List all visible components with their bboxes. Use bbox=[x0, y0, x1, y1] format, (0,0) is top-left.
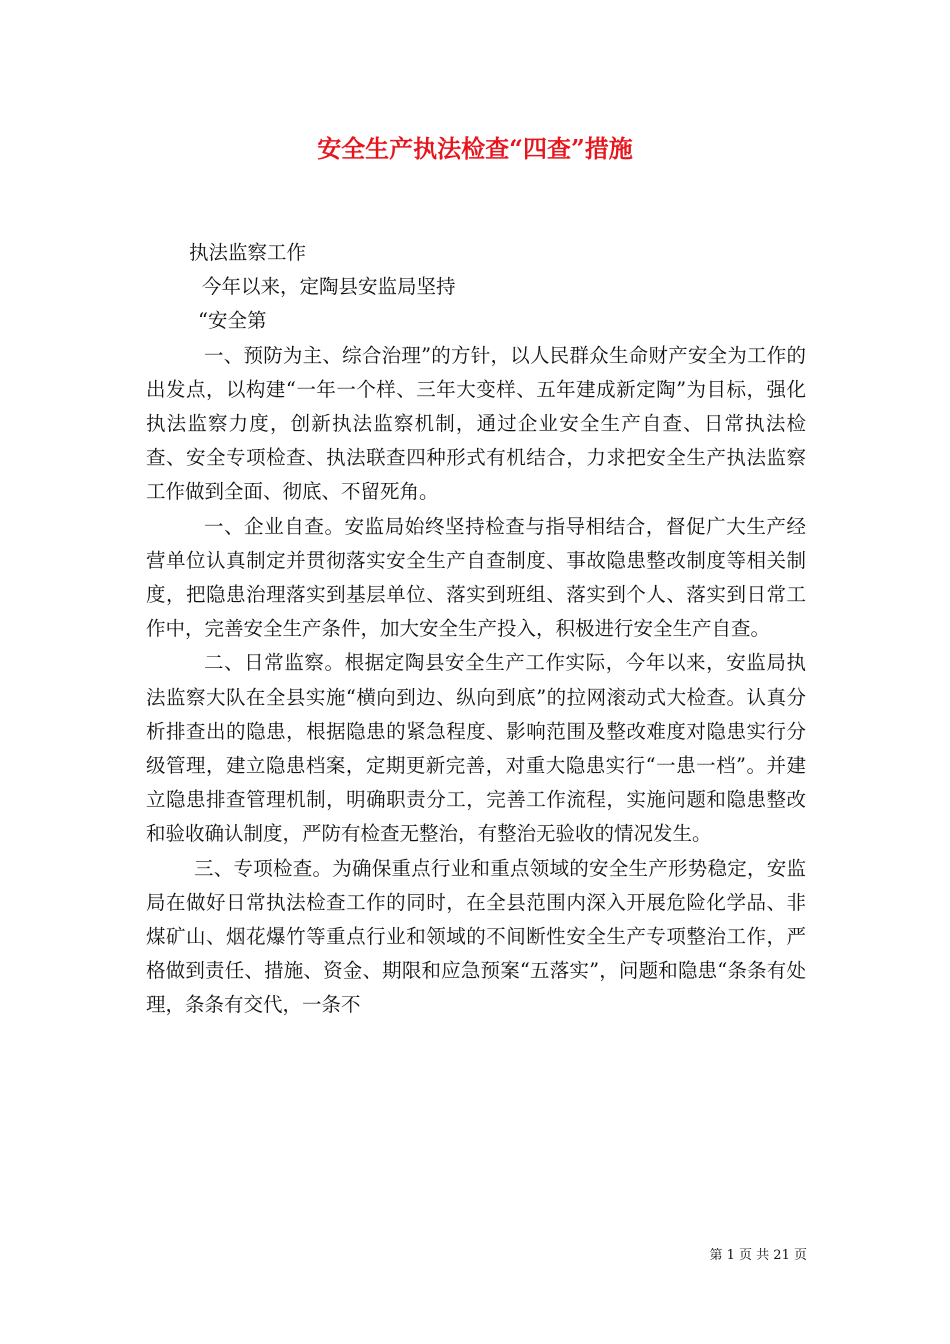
paragraph-daily-supervision: 二、日常监察。根据定陶县安全生产工作实际，今年以来，安监局执法监察大队在全县实施“横向到边、纵向到底”的拉网滚动式大检查。认真分析排查出的隐患，根据隐患的紧急程度、影响范围及整改难度对隐患实行分级管理，建立隐患档案，定期更新完善，对重大隐患实行“一患一档”。并建立隐患排查管理机制，明确职责分工，完善工作流程，实施问题和隐患整改和验收确认制度，严防有检查无整治，有整治无验收的情况发生。 bbox=[146, 651, 806, 846]
quote-line: “安全第 bbox=[198, 309, 267, 333]
intro-line: 今年以来，定陶县安监局坚持 bbox=[202, 275, 456, 299]
page-number-total: 21 bbox=[773, 1248, 790, 1263]
page-number bbox=[0, 1247, 807, 1265]
page-number-middle: 页 共 bbox=[739, 1248, 770, 1263]
page-number-suffix: 页 bbox=[793, 1248, 807, 1263]
document-body bbox=[146, 236, 806, 1023]
paragraph-self-inspection: 一、企业自查。安监局始终坚持检查与指导相结合，督促广大生产经营单位认真制定并贯彻落实安全生产自查制度、事故隐患整改制度等相关制度，把隐患治理落实到基层单位、落实到班组、落实到个人、落实到日常工作中，完善安全生产条件，加大安全生产投入，积极进行安全生产自查。 bbox=[146, 514, 806, 641]
paragraph-policy: 一、预防为主、综合治理”的方针，以人民群众生命财产安全为工作的出发点，以构建“一年一个样、三年大变样、五年建成新定陶”为目标，强化执法监察力度，创新执法监察机制，通过企业安全生产自查、日常执法检查、安全专项检查、执法联查四种形式有机结合，力求把安全生产执法监察工作做到全面、彻底、不留死角。 bbox=[146, 343, 806, 504]
page-number-current: 1 bbox=[726, 1248, 735, 1263]
page-title: 安全生产执法检查“四查”措施 bbox=[317, 134, 633, 163]
page-number-prefix: 第 bbox=[709, 1248, 723, 1263]
section-heading: 执法监察工作 bbox=[189, 241, 307, 264]
paragraph-special-inspection: 三、专项检查。为确保重点行业和重点领域的安全生产形势稳定，安监局在做好日常执法检查工作的同时，在全县范围内深入开展危险化学品、非煤矿山、烟花爆竹等重点行业和领域的不间断性安全生产专项整治工作，严格做到责任、措施、资金、期限和应急预案“五落实”，问题和隐患“条条有处理，条条有交代，一条不 bbox=[146, 856, 806, 1017]
